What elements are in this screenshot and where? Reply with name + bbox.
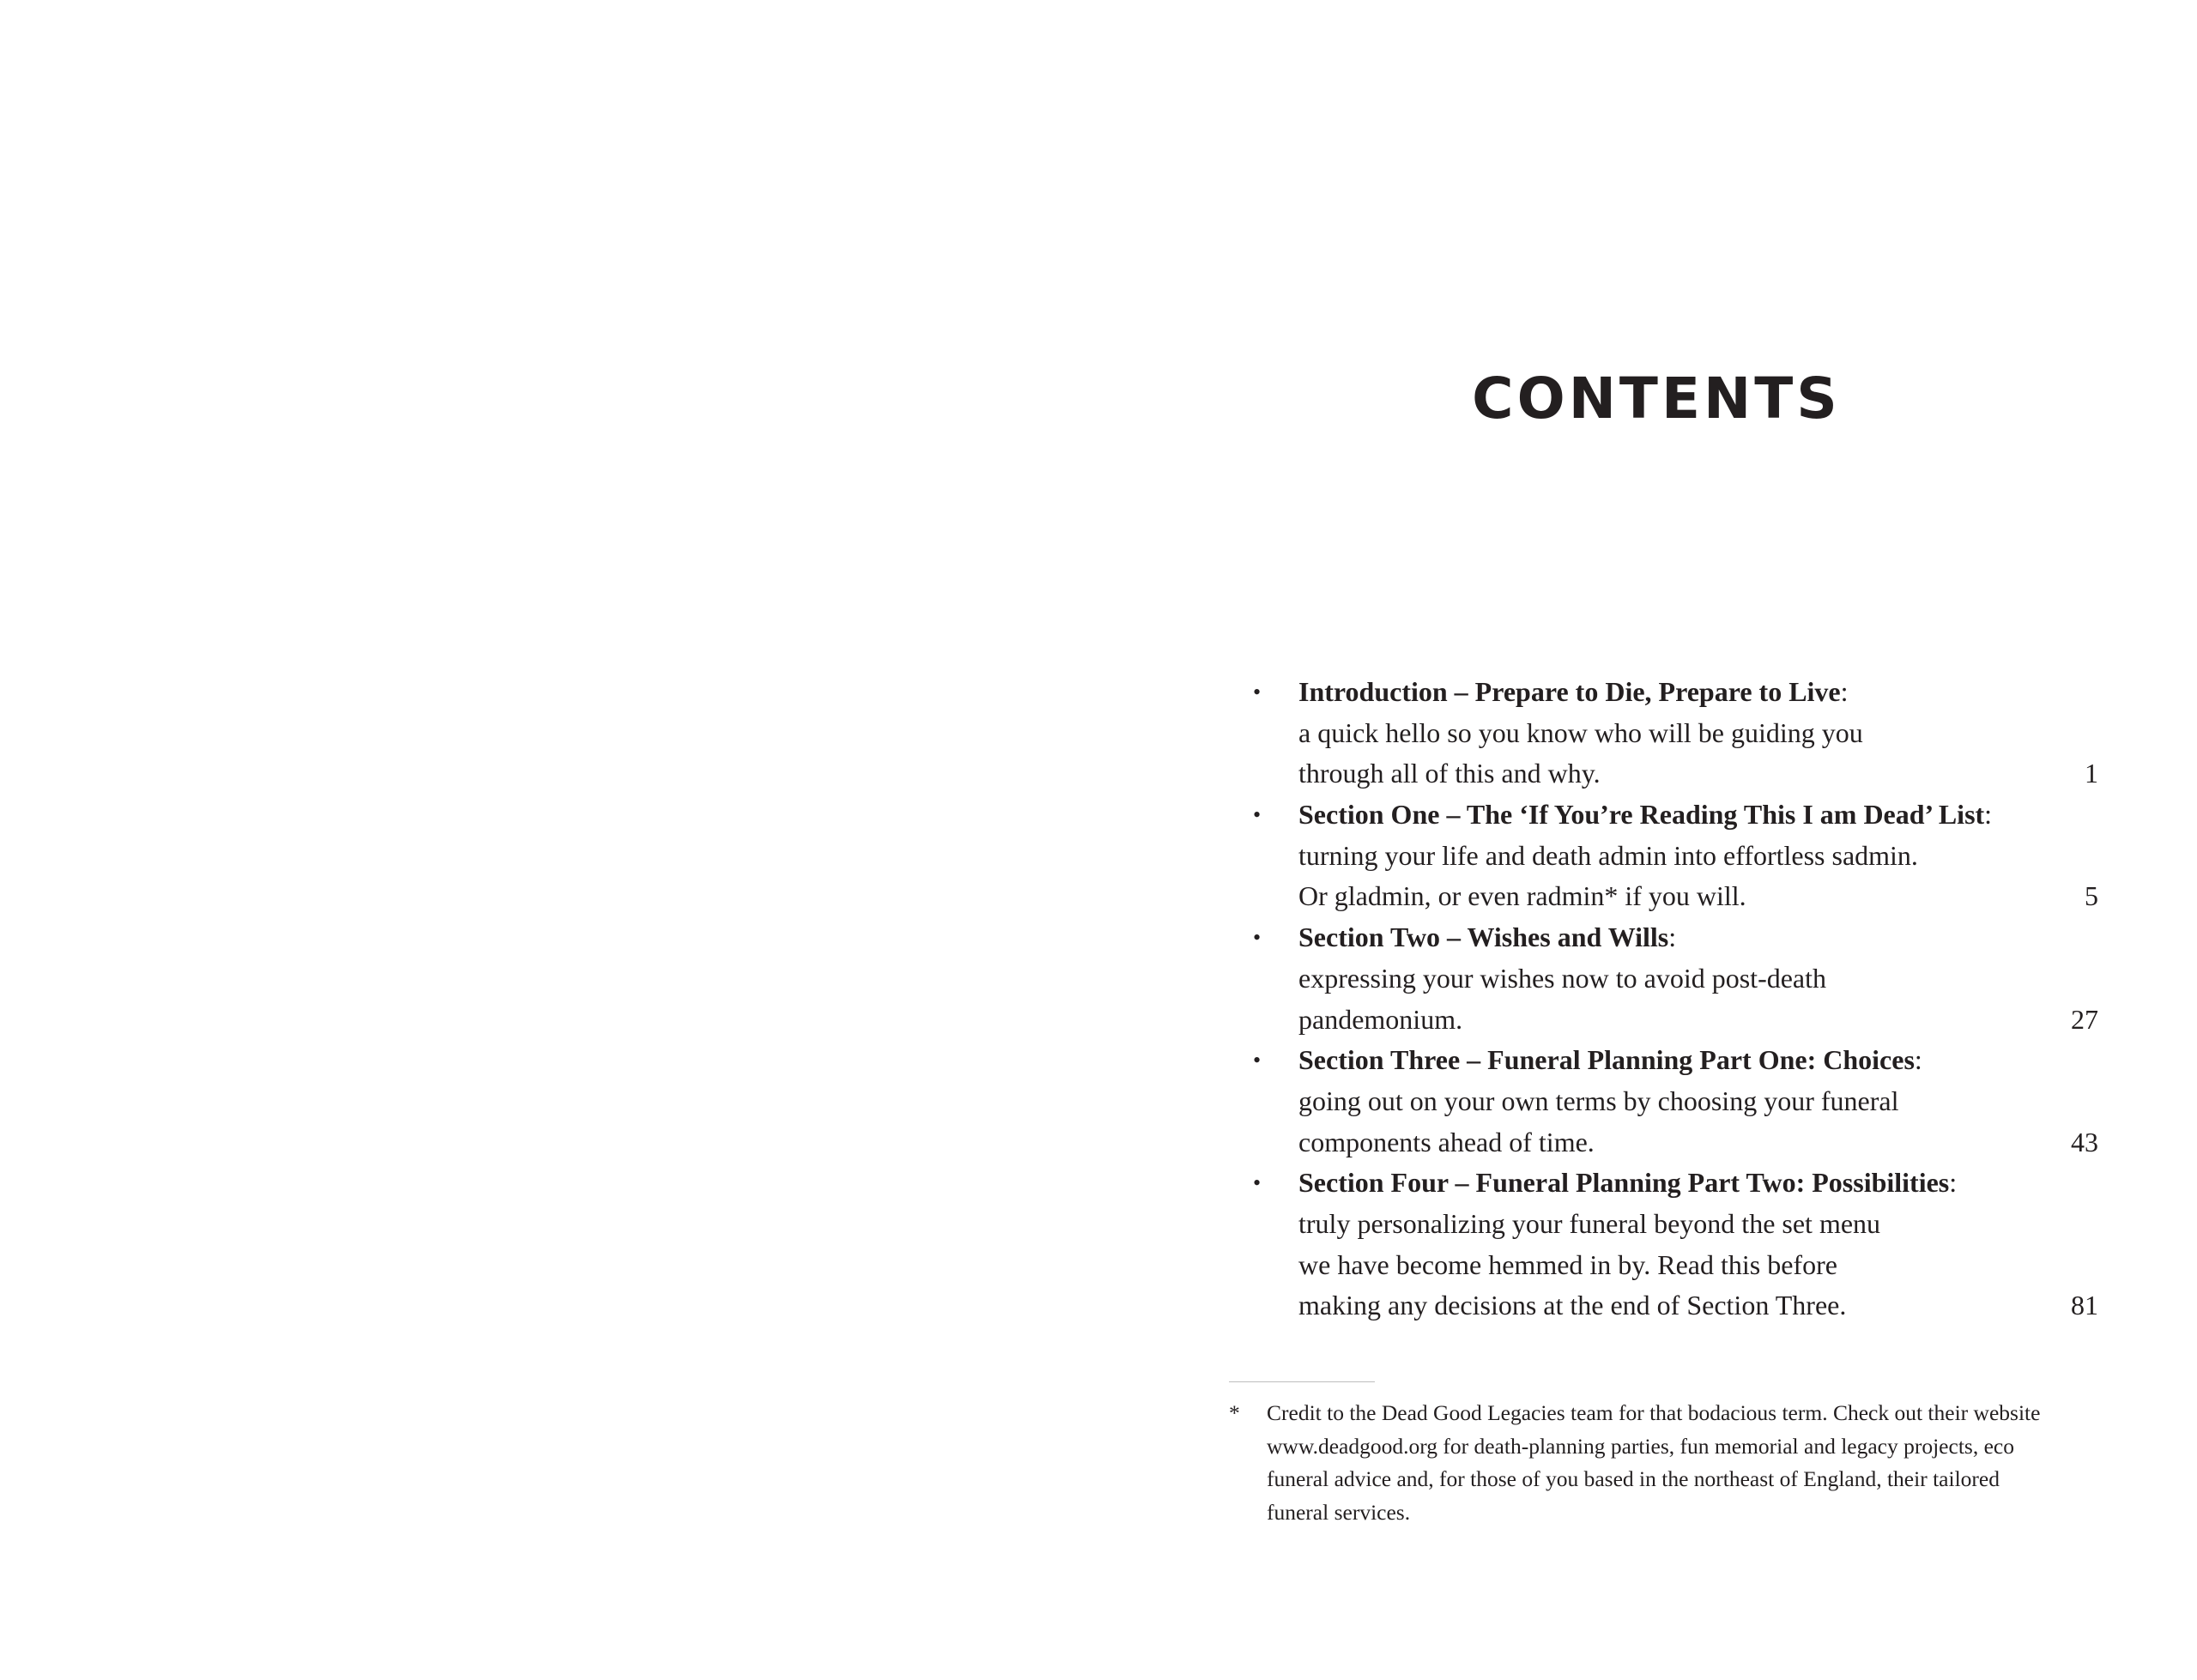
toc-entry-heading: Section Two – Wishes and Wills [1298, 922, 1669, 953]
toc-entry-colon: : [1914, 1044, 1922, 1076]
bullet-icon: • [1253, 1170, 1262, 1196]
footnote [1229, 1397, 2096, 1529]
footnote-line: funeral services. [1267, 1499, 1411, 1525]
toc-entry-description-line [1253, 1000, 2098, 1041]
bullet-icon: • [1253, 925, 1262, 951]
toc-entry-description-line: going out on your own terms by choosing your funeral [1298, 1085, 1899, 1116]
table-of-contents [1253, 672, 2098, 1326]
toc-entry-colon: : [1840, 676, 1849, 707]
toc-page-number: 5 [2085, 880, 2098, 912]
footnote-marker: * [1229, 1400, 1240, 1425]
toc-entry-heading: Introduction – Prepare to Die, Prepare to Live [1298, 676, 1841, 707]
toc-entry-colon: : [1668, 922, 1677, 953]
toc-page-number: 43 [2071, 1126, 2098, 1157]
toc-entry-description: making any decisions at the end of Section Three. [1298, 1290, 1847, 1321]
toc-entry-heading: Section Three – Funeral Planning Part One: Choices [1298, 1044, 1915, 1076]
toc-entry-description-line [1253, 1285, 2098, 1326]
toc-entry-section-three[interactable] [1253, 1040, 2098, 1163]
toc-entry-colon: : [1984, 799, 1993, 831]
toc-entry-description: Or gladmin, or even radmin* if you will. [1298, 880, 1746, 912]
toc-page-number: 81 [2071, 1290, 2098, 1321]
toc-entry-heading-line [1253, 795, 2098, 836]
footnote-line: Credit to the Dead Good Legacies team for that bodacious term. Check out their website [1267, 1400, 2041, 1425]
toc-entry-description-line: expressing your wishes now to avoid post-death [1298, 962, 1827, 994]
toc-entry-heading-line [1253, 1040, 2098, 1081]
toc-entry-description: components ahead of time. [1298, 1126, 1595, 1157]
toc-entry-heading-line [1253, 917, 2098, 958]
toc-entry-introduction[interactable] [1253, 672, 2098, 795]
bullet-icon: • [1253, 680, 1262, 704]
toc-page-number: 27 [2071, 1003, 2098, 1035]
toc-entry-description-line: turning your life and death admin into effortless sadmin. [1298, 839, 1918, 871]
footnote-line: funeral advice and, for those of you based in the northeast of England, their tailored [1267, 1466, 2000, 1491]
toc-entry-description-line [1253, 753, 2098, 795]
bullet-icon: • [1253, 802, 1262, 828]
toc-entry-description: pandemonium. [1298, 1003, 1463, 1035]
toc-entry-description-line [1253, 1122, 2098, 1163]
toc-entry-description-line [1253, 876, 2098, 917]
bullet-icon: • [1253, 1048, 1262, 1073]
toc-entry-description-line: truly personalizing your funeral beyond the set menu [1298, 1207, 1881, 1239]
toc-entry-description: through all of this and why. [1298, 758, 1601, 789]
toc-entry-section-one[interactable] [1253, 795, 2098, 917]
toc-entry-colon: : [1949, 1167, 1958, 1199]
page-title: CONTENTS [1472, 366, 1841, 432]
toc-page-number: 1 [2085, 758, 2098, 789]
toc-entry-heading-line [1253, 1163, 2098, 1204]
toc-entry-heading: Section Four – Funeral Planning Part Two: Possibilities [1298, 1167, 1950, 1199]
footnote-divider [1229, 1381, 1375, 1382]
toc-entry-heading-line [1253, 672, 2098, 713]
toc-entry-description-line: we have become hemmed in by. Read this before [1298, 1248, 1837, 1280]
toc-entry-description-line: a quick hello so you know who will be guiding you [1298, 716, 1863, 748]
toc-entry-section-two[interactable] [1253, 917, 2098, 1040]
toc-entry-section-four[interactable] [1253, 1163, 2098, 1326]
toc-entry-heading: Section One – The ‘If You’re Reading This I am Dead’ List [1298, 799, 1985, 831]
footnote-line: www.deadgood.org for death-planning parties, fun memorial and legacy projects, eco [1267, 1433, 2014, 1459]
